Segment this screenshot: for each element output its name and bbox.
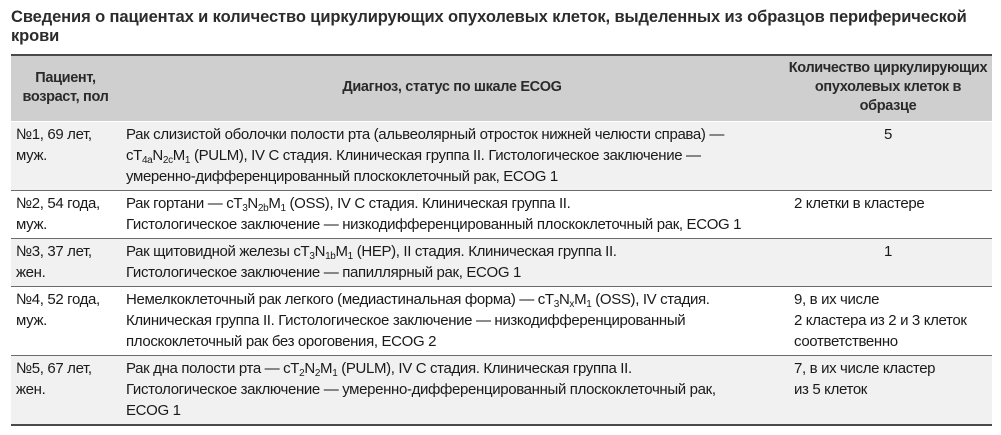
count-line: соответственно xyxy=(794,333,898,350)
diagnosis-line xyxy=(126,241,778,262)
diagnosis-text: (OSS), IV стадия. xyxy=(591,291,710,308)
patients-table xyxy=(11,54,992,426)
cell-diagnosis xyxy=(120,239,784,287)
cell-diagnosis xyxy=(120,122,784,191)
cell-diagnosis xyxy=(120,356,784,426)
diagnosis-line xyxy=(126,262,778,283)
diagnosis-text: cT xyxy=(126,147,142,164)
diagnosis-text: (PULM), IV С стадия. Клиническая группа II. Гистологическое заключение — xyxy=(190,147,701,164)
header-row xyxy=(11,55,992,122)
cell-patient xyxy=(11,191,120,239)
tnm-subscript: 2b xyxy=(257,203,269,214)
diagnosis-text: (OSS), IV С стадия. Клиническая группа II. xyxy=(285,195,571,212)
diagnosis-text: M xyxy=(574,291,587,308)
tnm-subscript: 3 xyxy=(553,299,559,310)
diagnosis-line xyxy=(126,310,778,331)
table-row xyxy=(11,356,992,426)
tnm-subscript: 4a xyxy=(141,155,153,166)
count-line: 2 кластера из 2 и 3 клеток xyxy=(794,312,967,329)
diagnosis-line xyxy=(126,358,778,379)
diagnosis-text: Рак дна полости рта — cT xyxy=(126,360,300,377)
diagnosis-text: Гистологическое заключение — умеренно-дифференцированный плоскоклеточный рак, xyxy=(126,381,716,398)
header-patient: Пациент, возраст, пол xyxy=(11,55,120,122)
header-diagnosis: Диагноз, статус по шкале ECOG xyxy=(120,55,784,122)
cell-ctc-count xyxy=(784,191,992,239)
count-line: 1 xyxy=(884,243,892,260)
diagnosis-text: Гистологическое заключение — низкодифференцированный плоскоклеточный рак, ECOG 1 xyxy=(126,216,742,233)
diagnosis-text: Немелкоклеточный рак легкого (медиастинальная форма) — cT xyxy=(126,291,554,308)
tnm-subscript: 1b xyxy=(325,251,336,262)
table-row xyxy=(11,239,992,287)
cell-ctc-count xyxy=(784,287,992,356)
count-line: 7, в их числе кластер xyxy=(794,360,936,377)
diagnosis-line xyxy=(126,145,778,166)
diagnosis-text: M xyxy=(172,147,185,164)
patient-line: жен. xyxy=(16,264,46,281)
cell-ctc-count xyxy=(784,356,992,426)
diagnosis-text: M xyxy=(335,243,348,260)
tnm-subscript: 1 xyxy=(280,203,286,214)
diagnosis-text: (PULM), IV С стадия. Клиническая группа II. xyxy=(337,360,632,377)
diagnosis-text: Рак слизистой оболочки полости рта (альвеолярный отросток нижней челюсти справа) — xyxy=(126,126,724,143)
diagnosis-line xyxy=(126,193,778,214)
cell-patient xyxy=(11,356,120,426)
diagnosis-text: умеренно-дифференцированный плоскоклеточный рак, ECOG 1 xyxy=(126,168,558,185)
diagnosis-line xyxy=(126,400,778,421)
diagnosis-text: (HEP), II стадия. Клиническая группа II. xyxy=(352,243,617,260)
cell-patient xyxy=(11,239,120,287)
diagnosis-text: N xyxy=(247,195,258,212)
count-line: 2 клетки в кластере xyxy=(794,195,925,212)
diagnosis-text: M xyxy=(268,195,281,212)
tnm-subscript: 3 xyxy=(242,203,248,214)
diagnosis-text: Рак гортани — cT xyxy=(126,195,243,212)
diagnosis-text: Гистологическое заключение — папиллярный рак, ECOG 1 xyxy=(126,264,521,281)
tnm-subscript: 2c xyxy=(162,155,173,166)
tnm-subscript: 3 xyxy=(309,251,315,262)
diagnosis-line xyxy=(126,289,778,310)
diagnosis-text: N xyxy=(314,243,326,260)
diagnosis-text: M xyxy=(320,360,333,377)
tnm-subscript: 1 xyxy=(332,368,338,379)
tnm-subscript: x xyxy=(569,299,575,310)
tnm-subscript: 1 xyxy=(184,155,191,166)
patient-line: муж. xyxy=(16,147,47,164)
header-ctc-count: Количество циркулирующих опухолевых клеток в образце xyxy=(784,55,992,122)
table-body xyxy=(11,122,992,426)
patient-line: №5, 67 лет, xyxy=(16,360,92,377)
cell-ctc-count xyxy=(784,239,992,287)
count-line: 5 xyxy=(884,126,892,143)
table-title: Сведения о пациентах и количество циркулирующих опухолевых клеток, выделенных из образцов периферической крови xyxy=(11,8,967,45)
diagnosis-text: плоскоклеточный рак без ороговения, ECOG 2 xyxy=(126,333,437,350)
table-row xyxy=(11,287,992,356)
diagnosis-line xyxy=(126,166,778,187)
count-line: 9, в их числе xyxy=(794,291,880,308)
count-line: из 5 клеток xyxy=(794,381,868,398)
cell-diagnosis xyxy=(120,191,784,239)
table-header xyxy=(11,55,992,122)
diagnosis-text: Рак щитовидной железы cT xyxy=(126,243,310,260)
diagnosis-text: Клиническая группа II. Гистологическое заключение — низкодифференцированный xyxy=(126,312,686,329)
cell-ctc-count xyxy=(784,122,992,191)
patient-line: жен. xyxy=(16,381,46,398)
cell-patient xyxy=(11,287,120,356)
patient-line: №4, 52 года, xyxy=(16,291,100,308)
table-row xyxy=(11,122,992,191)
cell-diagnosis xyxy=(120,287,784,356)
tnm-subscript: 2 xyxy=(299,368,305,379)
tnm-subscript: 1 xyxy=(347,251,353,262)
diagnosis-text: N xyxy=(558,291,570,308)
patient-line: муж. xyxy=(16,312,47,329)
table-row xyxy=(11,191,992,239)
tnm-subscript: 2 xyxy=(314,368,321,379)
diagnosis-line xyxy=(126,124,778,145)
diagnosis-text: N xyxy=(152,147,163,164)
diagnosis-text: ECOG 1 xyxy=(126,402,181,419)
diagnosis-line xyxy=(126,214,778,235)
patient-line: муж. xyxy=(16,216,47,233)
cell-patient xyxy=(11,122,120,191)
patient-line: №3, 37 лет, xyxy=(16,243,92,260)
diagnosis-line xyxy=(126,331,778,352)
diagnosis-text: N xyxy=(304,360,315,377)
patient-line: №2, 54 года, xyxy=(16,195,100,212)
diagnosis-line xyxy=(126,379,778,400)
tnm-subscript: 1 xyxy=(586,299,592,310)
patient-line: №1, 69 лет, xyxy=(16,126,92,143)
